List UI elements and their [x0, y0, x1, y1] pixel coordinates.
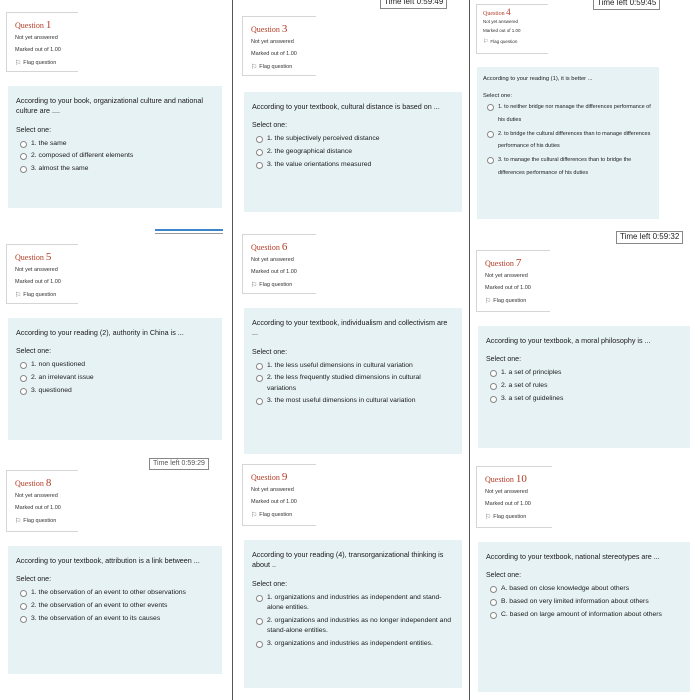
answer-option[interactable]: 3. to manage the cultural differences than to bridge the differences performance of his duties: [487, 154, 653, 179]
timer-display: Time left 0:59:49: [380, 0, 447, 9]
radio-button[interactable]: [487, 131, 494, 138]
radio-button[interactable]: [490, 612, 497, 619]
radio-button[interactable]: [20, 388, 27, 395]
flag-question-link[interactable]: ⚐ Flag question: [251, 64, 293, 72]
answer-status: Not yet answered: [485, 489, 528, 496]
flag-question-link[interactable]: ⚐ Flag question: [251, 282, 293, 290]
question-info-3: [242, 16, 316, 76]
answer-option[interactable]: 1. organizations and industries as independent and stand-alone entities.: [256, 593, 454, 614]
answer-option[interactable]: 3. the most useful dimensions in cultural variation: [256, 396, 454, 407]
radio-button[interactable]: [487, 104, 494, 111]
radio-button[interactable]: [490, 383, 497, 390]
radio-button[interactable]: [20, 375, 27, 382]
question-title: Question 4: [483, 7, 511, 17]
radio-button[interactable]: [20, 590, 27, 597]
marks-info: Marked out of 1.00: [251, 269, 297, 276]
answer-option[interactable]: 2. an irrelevant issue: [20, 373, 214, 384]
radio-button[interactable]: [256, 363, 263, 370]
answer-option[interactable]: 2. a set of rules: [490, 381, 682, 392]
marks-info: Marked out of 1.00: [15, 505, 61, 512]
question-title: Question 10: [485, 473, 527, 485]
question-content-8: [8, 546, 222, 674]
question-info-6: [242, 234, 316, 294]
marks-info: Marked out of 1.00: [485, 501, 531, 508]
answer-status: Not yet answered: [15, 493, 58, 500]
timer-display: Time left 0:59:29: [149, 458, 209, 470]
marks-info: Marked out of 1.00: [251, 499, 297, 506]
flag-icon: ⚐: [251, 512, 258, 520]
question-content-1: [8, 86, 222, 208]
question-content-7: [478, 326, 690, 448]
flag-icon: ⚐: [15, 60, 22, 68]
flag-question-link[interactable]: ⚐ Flag question: [485, 514, 527, 522]
answer-status: Not yet answered: [15, 267, 58, 274]
question-content-10: [478, 542, 690, 692]
question-title: Question 3: [251, 23, 288, 35]
question-info-5: [6, 244, 78, 304]
select-one-label: Select one:: [16, 348, 52, 356]
select-one-label: Select one:: [483, 93, 513, 100]
answer-option[interactable]: 3. almost the same: [20, 164, 214, 175]
question-text: According to your textbook, cultural distance is based on ...: [252, 102, 440, 111]
answer-status: Not yet answered: [485, 273, 528, 280]
flag-icon: ⚐: [15, 292, 22, 300]
flag-question-link[interactable]: ⚐ Flag question: [251, 512, 293, 520]
answer-option[interactable]: 2. the geographical distance: [256, 147, 454, 158]
marks-info: Marked out of 1.00: [15, 47, 61, 54]
answer-option[interactable]: 2. organizations and industries as no longer independent and stand-alone entities.: [256, 616, 454, 637]
question-title: Question 7: [485, 257, 522, 269]
radio-button[interactable]: [256, 162, 263, 169]
answer-option[interactable]: 3. the observation of an event to its causes: [20, 614, 214, 625]
marks-info: Marked out of 1.00: [483, 27, 521, 33]
select-one-label: Select one:: [16, 576, 52, 584]
answer-option[interactable]: 3. organizations and industries as independent entities.: [256, 639, 454, 650]
flag-question-link[interactable]: ⚐ Flag question: [485, 298, 527, 306]
answer-option[interactable]: 1. to neither bridge nor manage the differences performance of his duties: [487, 101, 653, 126]
select-one-label: Select one:: [16, 126, 52, 134]
answer-option[interactable]: 1. a set of principles: [490, 368, 682, 379]
question-title: Question 8: [15, 477, 52, 489]
answer-option[interactable]: 2. to bridge the cultural differences than to manage differences performance of his duties: [487, 128, 653, 153]
question-info-9: [242, 464, 316, 526]
answer-status: Not yet answered: [251, 39, 294, 46]
radio-button[interactable]: [490, 599, 497, 606]
question-title: Question 1: [15, 19, 52, 31]
radio-button[interactable]: [20, 616, 27, 623]
timer-display: Time left 0:59:32: [616, 231, 683, 244]
answer-option[interactable]: 1. the subjectively perceived distance: [256, 134, 454, 145]
answer-option[interactable]: C. based on large amount of information about others: [490, 610, 682, 621]
column-separator: [232, 0, 233, 700]
question-title: Question 6: [251, 241, 288, 253]
question-info-7: [476, 250, 550, 312]
radio-button[interactable]: [487, 157, 494, 164]
answer-option[interactable]: A. based on close knowledge about others: [490, 584, 682, 595]
answer-option[interactable]: 3. a set of guidelines: [490, 394, 682, 405]
question-text: According to your reading (1), it is better ...: [483, 76, 593, 82]
select-one-label: Select one:: [252, 348, 288, 356]
radio-button[interactable]: [490, 396, 497, 403]
question-text: According to your reading (4), transorganizational thinking is about ..: [252, 550, 444, 570]
column-separator: [469, 0, 470, 700]
select-one-label: Select one:: [486, 572, 522, 580]
question-title: Question 5: [15, 251, 52, 263]
answer-option[interactable]: 2. composed of different elements: [20, 151, 214, 162]
question-text: According to your textbook, national stereotypes are ...: [486, 552, 660, 561]
question-title: Question 9: [251, 471, 288, 483]
radio-button[interactable]: [20, 153, 27, 160]
question-content-4: [477, 67, 659, 219]
timer-display: Time left 0:59:45: [593, 0, 660, 10]
select-one-label: Select one:: [252, 580, 288, 588]
answer-status: Not yet answered: [251, 257, 294, 264]
answer-option[interactable]: 1. the same: [20, 139, 214, 150]
question-content-3: [244, 92, 462, 212]
radio-button[interactable]: [256, 136, 263, 143]
question-content-9: [244, 540, 462, 688]
select-one-label: Select one:: [252, 122, 288, 130]
question-info-8: [6, 470, 78, 532]
question-info-1: [6, 12, 78, 72]
answer-option[interactable]: 2. the less frequently studied dimensions in cultural variations: [256, 373, 454, 394]
answer-option[interactable]: 3. the value orientations measured: [256, 160, 454, 171]
radio-button[interactable]: [256, 149, 263, 156]
question-info-4: [476, 4, 548, 54]
divider-line: [155, 229, 223, 231]
marks-info: Marked out of 1.00: [485, 285, 531, 292]
answer-option[interactable]: B. based on very limited information about others: [490, 597, 682, 608]
answer-status: Not yet answered: [15, 35, 58, 42]
answer-option[interactable]: 1. the less useful dimensions in cultural variation: [256, 361, 454, 372]
flag-icon: ⚐: [251, 282, 258, 290]
flag-icon: ⚐: [485, 514, 492, 522]
question-text: According to your textbook, a moral philosophy is ...: [486, 336, 651, 345]
question-content-5: [8, 318, 222, 440]
radio-button[interactable]: [20, 141, 27, 148]
flag-icon: ⚐: [483, 38, 489, 45]
flag-icon: ⚐: [485, 298, 492, 306]
radio-button[interactable]: [256, 375, 263, 382]
question-content-6: [244, 308, 462, 454]
radio-button[interactable]: [256, 641, 263, 648]
flag-icon: ⚐: [15, 518, 22, 526]
radio-button[interactable]: [490, 586, 497, 593]
question-text: According to your reading (2), authority in China is ...: [16, 328, 184, 337]
answer-option[interactable]: 1. the observation of an event to other observations: [20, 588, 214, 599]
radio-button[interactable]: [256, 618, 263, 625]
question-text: According to your textbook, attribution is a link between ...: [16, 556, 200, 565]
marks-info: Marked out of 1.00: [251, 51, 297, 58]
radio-button[interactable]: [20, 603, 27, 610]
question-info-10: [476, 466, 552, 528]
flag-question-link[interactable]: ⚐ Flag question: [483, 38, 518, 45]
flag-question-link[interactable]: ⚐ Flag question: [15, 60, 57, 68]
flag-question-link[interactable]: ⚐ Flag question: [15, 292, 57, 300]
flag-question-link[interactable]: ⚐ Flag question: [15, 518, 57, 526]
marks-info: Marked out of 1.00: [15, 279, 61, 286]
answer-status: Not yet answered: [483, 18, 519, 24]
radio-button[interactable]: [20, 166, 27, 173]
question-text: According to your textbook, individualism and collectivism are ...: [252, 318, 448, 338]
select-one-label: Select one:: [486, 356, 522, 364]
answer-option[interactable]: 2. the observation of an event to other events: [20, 601, 214, 612]
answer-status: Not yet answered: [251, 487, 294, 494]
radio-button[interactable]: [256, 398, 263, 405]
answer-option[interactable]: 3. questioned: [20, 386, 214, 397]
divider-line: [155, 233, 223, 234]
question-text: According to your book, organizational culture and national culture are ....: [16, 96, 203, 116]
radio-button[interactable]: [20, 362, 27, 369]
flag-icon: ⚐: [251, 64, 258, 72]
radio-button[interactable]: [490, 370, 497, 377]
radio-button[interactable]: [256, 595, 263, 602]
answer-option[interactable]: 1. non questioned: [20, 360, 214, 371]
